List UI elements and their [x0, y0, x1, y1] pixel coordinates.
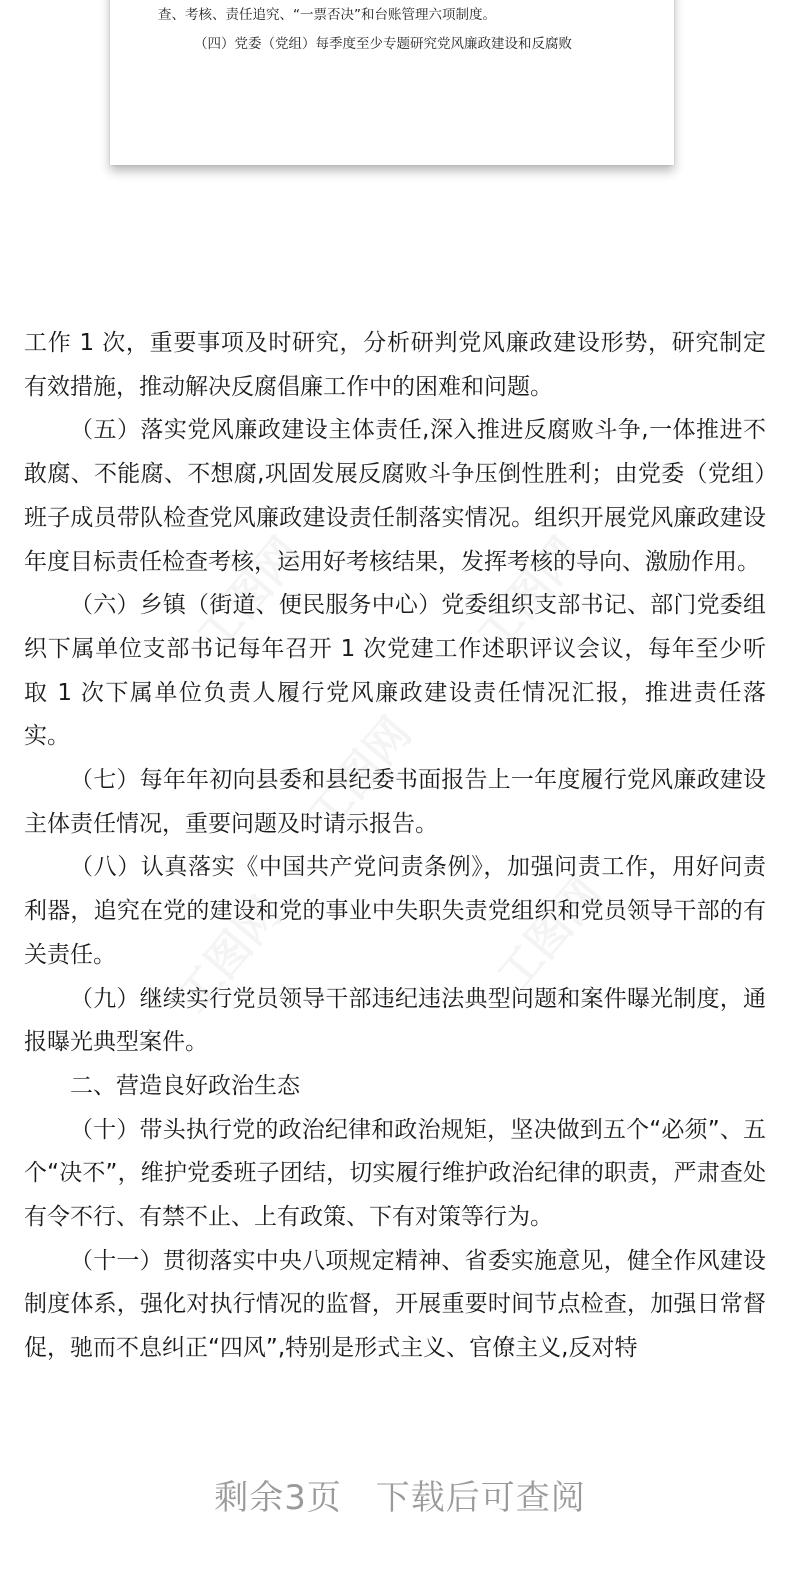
paragraph: （六）乡镇（街道、便民服务中心）党委组织支部书记、部门党委组织下属单位支部书记每年召开 1 次党建工作述职评议会议，每年至少听取 1 次下属单位负责人履行党风廉政建设责任情况汇报，推进责任落实。	[24, 592, 766, 750]
preview-line-2: （四）党委（党组）每季度至少专题研究党风廉政建设和反腐败	[194, 36, 572, 52]
download-prompt-banner[interactable]	[0, 1470, 800, 1519]
paragraph: 工作 1 次，重要事项及时研究，分析研判党风廉政建设形势，研究制定有效措施，推动解决反腐倡廉工作中的困难和问题。	[24, 330, 766, 400]
document-preview-card	[110, 0, 674, 165]
document-body	[24, 322, 766, 1371]
remaining-pages-text: 剩余3页	[214, 1478, 342, 1518]
preview-line-1: 查、考核、责任追究、“一票否决”和台账管理六项制度。	[158, 7, 496, 23]
paragraph: （五）落实党风廉政建设主体责任,深入推进反腐败斗争,一体推进不敢腐、不能腐、不想腐,巩固发展反腐败斗争压倒性胜利；由党委（党组）班子成员带队检查党风廉政建设责任制落实情况。组织开展党风廉政建设年度目标责任检查考核，运用好考核结果，发挥考核的导向、激励作用。	[24, 417, 766, 575]
paragraph: （十）带头执行党的政治纪律和政治规矩，坚决做到五个“必须”、五个“决不”，维护党委班子团结，切实履行维护政治纪律的职责，严肃查处有令不行、有禁不止、上有政策、下有对策等行为。	[24, 1116, 766, 1231]
paragraph: （九）继续实行党员领导干部违纪违法典型问题和案件曝光制度，通报曝光典型案件。	[24, 985, 766, 1056]
paragraph: （八）认真落实《中国共产党问责条例》，加强问责工作，用好问责利器，追究在党的建设和党的事业中失职失责党组织和党员领导干部的有关责任。	[24, 854, 766, 968]
download-to-view-text: 下载后可查阅	[375, 1478, 586, 1518]
paragraph: （七）每年年初向县委和县纪委书面报告上一年度履行党风廉政建设主体责任情况，重要问题及时请示报告。	[24, 767, 766, 837]
section-heading: 二、营造良好政治生态	[70, 1072, 300, 1099]
paragraph: （十一）贯彻落实中央八项规定精神、省委实施意见，健全作风建设制度体系，强化对执行情况的监督，开展重要时间节点检查，加强日常督促，驰而不息纠正“四风”,特别是形式主义、官僚主义,反对特	[24, 1247, 766, 1362]
